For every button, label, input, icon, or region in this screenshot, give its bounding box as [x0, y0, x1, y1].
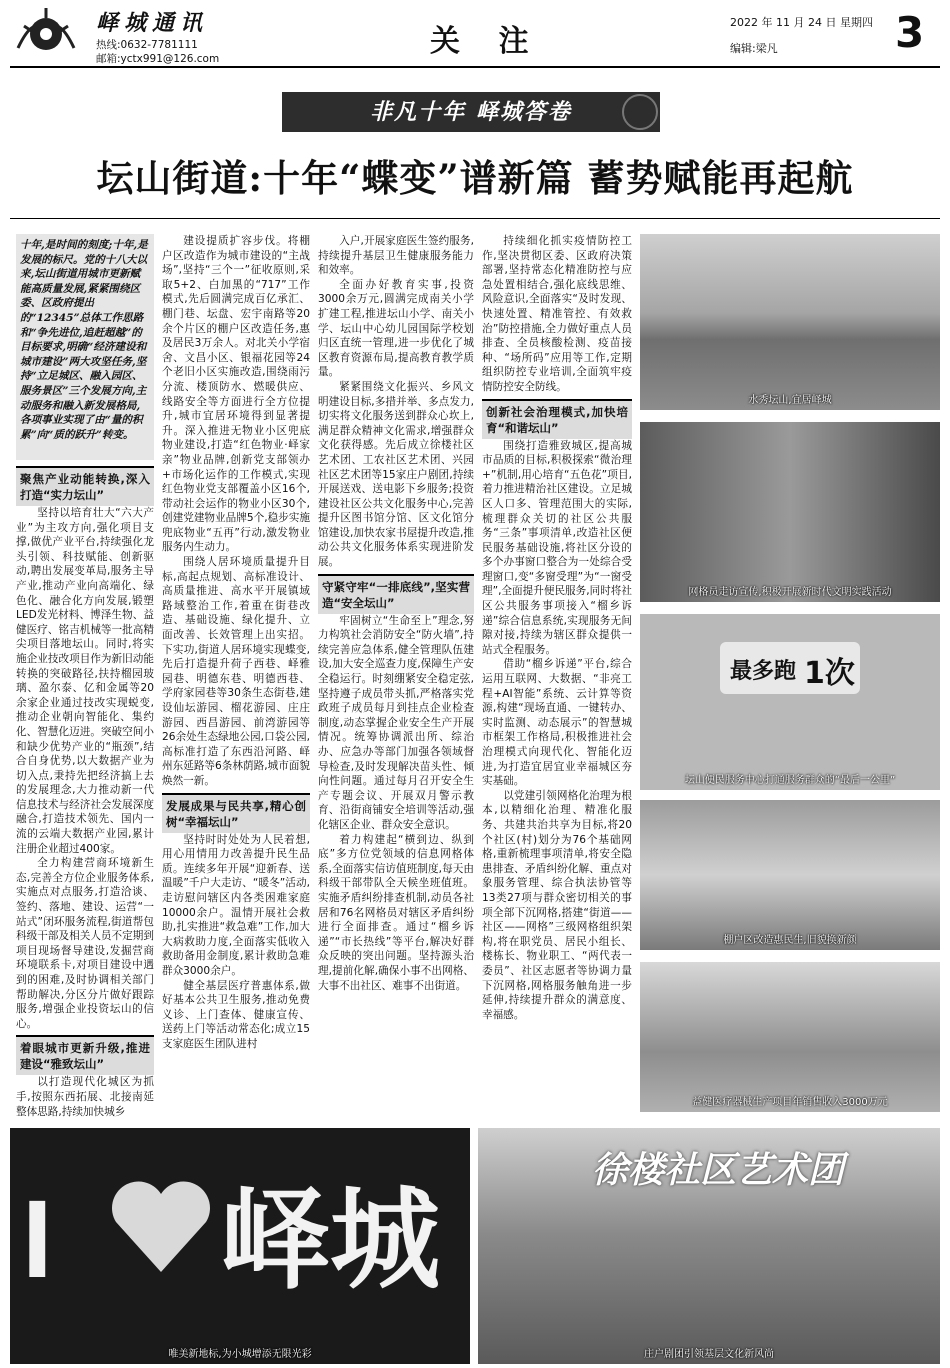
photo-caption: 唯美新地标,为小城增添无限光彩 [168, 1349, 312, 1360]
subhead-livelihood: 发展成果与民共享,精心创树“幸福坛山” [162, 793, 310, 833]
column-3 [318, 234, 474, 1076]
col3-para-2: 全面办好教育实事,投资3000余万元,圆满完成南关小学扩建工程,推进坛山小学、南关小学、坛山中心幼儿园国际学校划归区直统一管理,进一步优化了城区教育资源布局,提高教育教学质量。 [318, 278, 474, 379]
service-sign [720, 642, 860, 694]
subhead-industry: 聚焦产业动能转换,深入打造“实力坛山” [16, 466, 154, 506]
masthead-logo-icon [14, 4, 78, 60]
col2-para-1: 建设提质扩容步伐。将棚户区改造作为城市建设的“主战场”,坚持“三个一”征收原则,采取5+2、白加黑的“717”工作模式,先后圆满完成百亿承汇、棚门巷、坛盘、宏宇南路等20余个片区的棚户区改造任务,惠及居民3万余人。对北关小学宿舍、文昌小区、银福花园等24个老旧小区实施改造,围绕雨污分流、楼顶防水、燃暖供应、线路安全等方面进行全方位提升,城市宜居环境得到显著提升。深入推进无物业小区兜底物业建设,打造“红色物业·峄家亲”物业品牌,创新党支部领办+市场化运作的工作模式,实现红色物业党支部覆盖小区16个,带动社会运作的物业小区30个,创建党建物业品牌5个,稳步实施兜底物业“五再”行动,激发物业服务内生动力。 [162, 235, 310, 554]
col4-para-2: 围绕打造雅致城区,提高城市品质的目标,积极探索“微治理+”机制,用心培育“五色花”项目,着力推进精治社区建设。立足城区人口多、管理范围大的实际,梳理群众关切的社区公共服务“三条”事项清单,改造社区便民服务基础设施,将社区分设的多个办事窗口整合为一处综合受理窗口,变“多窗受理”为“一窗受理”,全面提升便民服务,同时将社区公共服务事项接入“榴乡诉递”综合信息系统,实现服务无间隙对接,持续为辖区群众提供一站式全程服务。 [482, 439, 632, 656]
col3-para-4: 牢固树立“生命至上”理念,努力构筑社会消防安全“防火墙”,持续完善应急体系,健全管理队伍建设,加大安全巡查力度,保障生产安全稳运行。时刻绷紧安全稳定弦,坚持遵子成员带头抓,严格落实党政班子成员每月到挂点企业检查制度,动态掌握企业安全生产开展情况。统筹协调派出所、综治办、应急办等部门加强各领域督导检查,及时发现解决苗头性、倾向性问题。通过每月召开安全生产专题会议、开展双月警示教育、沿街商铺安全培训等活动,强化辖区企业、群众安全意识。 [318, 614, 474, 831]
landmark-text: 峄城 [220, 1176, 440, 1304]
photo-caption: 益健医疗器械生产项目年销售收入3000万元 [692, 1097, 888, 1108]
col1-para-2: 全力构建营商环境新生态,完善全方位企业服务体系,实施点对点服务,打造洽谈、签约、落地、建设、运营“一站式”闭环服务流程,街道帮包科级干部及相关人员不定期到项目现场督导建设,发掘营商环境联系卡,对项目建设中遇到的困难,及时协调相关部门帮助解决,分区分片做好跟踪服务,增强企业投资坛山的信心。 [16, 857, 154, 1030]
col1-para-1: 坚持以培育壮大“六大产业”为主攻方向,强化项目支撑,做优产业平台,持续强化龙头引领、科技赋能、创新驱动,聘出发展变革局,服务主导产业,推动产业向高端化、绿色化、融合化方向发展,锻塑LED发光材料、博泽生物、益健医疗、铭吉机械等一批高精尖项目落地坛山。同时,将实施企业技改项目作为新旧动能转换的突破路径,扶持榴园玻璃、盈尔泰、亿和金属等20余家企业通过技改实现蜕变,推动企业朝向智能化、集约化、智慧化迈进。突破空间小和缺少优势产业的“瓶颈”,结合自身优势,以大数据产业为切入点,秉持先把经济搞上去的发展理念,大力推动新一代信息技术与经济社会发展深度融合,打造技术领先、国内一流的云端大数据产业园,累计注册企业超过400家。 [16, 507, 154, 855]
photo-caption: 棚户区改造惠民生,旧貌换新颜 [723, 935, 857, 946]
column-4 [482, 234, 632, 1076]
emblem-icon [622, 94, 658, 130]
col3-para-1: 入户,开展家庭医生签约服务,持续提升基层卫生健康服务能力和效率。 [318, 235, 474, 277]
col1-para-3: 以打造现代化城区为抓手,按照东西拓展、北接南延整体思路,持续加快城乡 [16, 1076, 154, 1118]
col4-para-4: 以党建引领网格化治理为根本,以精细化治理、精准化服务、共建共治共享为目标,将20个社区(村)划分为76个基础网格,重新梳理事项清单,将安全隐患排查、矛盾纠纷化解、重点对象服务管理、综合执法协管等13类27项与群众密切相关的事项全部下沉网格,搭建“街道——社区——网格”三级网格组织架构,将在职党员、居民小组长、楼栋长、物业职工、“两代表一委员”、社区志愿者等协调力量下沉网格,网格服务触角进一步延伸,持续提升群众的满意度、幸福感。 [482, 789, 632, 1021]
header-rule [10, 66, 940, 68]
col2-para-3: 坚持时时处处为人民着想,用心用情用力改善提升民生品质。连续多年开展“迎新春、送温暖”千户大走访、“暖冬”活动,走访慰问辖区内各类困难家庭10000余户。温情开展社会救助,扎实推进“救急难”工作,加大大病救助力度,全面落实低收入救助备用金制度,累计救助急难群众3000余户。 [162, 833, 310, 977]
photo-service-center [640, 614, 940, 790]
photo-caption: 水秀坛山,宜居峄城 [748, 395, 832, 406]
sign-text: 1次 [804, 656, 855, 691]
issue-date: 2022 年 11 月 24 日 星期四 [730, 16, 873, 29]
intro-box: 十年,是时间的刻度;十年,是发展的标尺。党的十八大以来,坛山街道用城市更新赋能高质量发展,紧紧围绕区委、区政府提出的“12345”总体工作思路和“争先进位,追赶超越”的目标要求,明确“经济建设和城市建设”两大攻坚任务,坚持“立足城区、融入园区、服务景区”三个发展方向,主动服务和融入新发展格局,各项事业实现了由“量的积累”向“质的跃升”转变。 [16, 234, 154, 460]
editor: 编辑:梁凡 [730, 42, 778, 55]
photo-medical-factory [640, 962, 940, 1112]
col4-para-1: 持续细化抓实疫情防控工作,坚决贯彻区委、区政府决策部署,坚持常态化精准防控与应急处置相结合,强化底线思维、风险意识,全面落实“及时发现、快速处置、精准管控、有效救治”防控措施,全力做好重点人员排查、全员核酸检测、疫苗接种、“场所码”应用等工作,定期组织防控专业培训,全面筑牢疫情防控安全防线。 [482, 235, 632, 393]
col2-para-4: 健全基层医疗普惠体系,做好基本公共卫生服务,推动免费义诊、上门查体、健康宣传、送药上门等活动常态化;成立15支家庭医生团队进村 [162, 979, 310, 1050]
col4-para-3: 借助“榴乡诉递”平台,综合运用互联网、大数据、“非亮工程+AI智能”系统、云计算等资源,构建“现场直通、一键转办、实时监测、动态展示”的智慧城市框架工作格局,积极推进社会治理模式向现代化、智能化迈进,为打造宜居宜业幸福城区夯实基础。 [482, 658, 632, 788]
photo-river-city [640, 234, 940, 410]
column-1 [16, 466, 154, 1118]
headline: 坛山街道:十年“蝶变”谱新篇 蓄势赋能再起航 [96, 156, 854, 200]
section-title: 关 注 [430, 24, 543, 59]
photo-caption: 坛山便民服务中心打通服务群众的“最后一公里” [684, 775, 896, 786]
sign-text: 最多跑 [730, 659, 797, 684]
photo-caption: 庄户剧团引领基层文化新风尚 [644, 1349, 774, 1360]
photo-night-landmark [10, 1128, 470, 1364]
headline-rule [10, 218, 940, 219]
col2-para-2: 围绕人居环境质量提升目标,高起点规划、高标准设计、高质量推进、高水平开展镇域路域整治工作,着重在街巷改造、基础设施、绿化提升、立面改善、长效管理上出实招。下实功,街道人居环境实现蝶变,先后打造提升荷子西巷、峄雅园巷、明德东巷、明德西巷、学府家园巷等30条生态街巷,建设仙坛游园、榴花游园、庄庄游园、西昌游园、前湾游园等26余处生态绿地公园,口袋公园,高标准打造了东西沿河路、峄州东延路等6条林荫路,城市面貌焕然一新。 [162, 556, 310, 787]
col3-para-5: 着力构建起“横到边、纵到底”多方位党领域的信息网格体系,全面落实信访值班制度,每天由科级干部带队全天候坐班值班。实施矛盾纠纷排查机制,动员各社居和76名网格员对辖区矛盾纠纷进行全面排查。通过“榴乡诉递”“市长热线”等平台,解决好群众反映的突出问题。坚持源头治理,提前化解,确保小事不出网格、大事不出社区、难事不出街道。 [318, 833, 474, 992]
page-number: 3 [895, 8, 925, 57]
subhead-safety: 守紧守牢“一排底线”,坚实营造“安全坛山” [318, 574, 474, 614]
subhead-city: 着眼城市更新升级,推进建设“雅致坛山” [16, 1035, 154, 1075]
photo-art-troupe [478, 1128, 940, 1364]
heart-icon [106, 1172, 216, 1282]
photo-caption: 网格员走访宣传,积极开展新时代文明实践活动 [688, 587, 892, 598]
masthead-title: 峄城通讯 [96, 10, 209, 36]
column-2 [162, 234, 310, 1076]
photo-new-housing [640, 800, 940, 950]
subhead-governance: 创新社会治理模式,加快培育“和谐坛山” [482, 399, 632, 439]
series-banner: 非凡十年 峄城答卷 [282, 92, 660, 132]
email: 邮箱:yctx991@126.com [96, 53, 220, 65]
landmark-letter: I [22, 1178, 53, 1301]
hotline: 热线:0632-7781111 [96, 39, 198, 51]
col3-para-3: 紧紧围绕文化振兴、乡风文明建设目标,多措并举、多点发力,切实将文化服务送到群众心坎上,满足群众精神文化需求,增强群众文化获得感。先后成立徐楼社区艺术团、工农社区艺术团、兴园社区艺术团等15家庄户剧团,持续开展送戏、送电影下乡服务;投资建设社区公共文化服务中心,完善提升区图书馆分馆、区文化馆分馆建设,加快农家书屋提升改造,推动公共文化服务体系实现进阶发展。 [318, 380, 474, 569]
photo-grid-workers [640, 422, 940, 602]
troupe-banner: 徐楼社区艺术团 [591, 1149, 844, 1191]
